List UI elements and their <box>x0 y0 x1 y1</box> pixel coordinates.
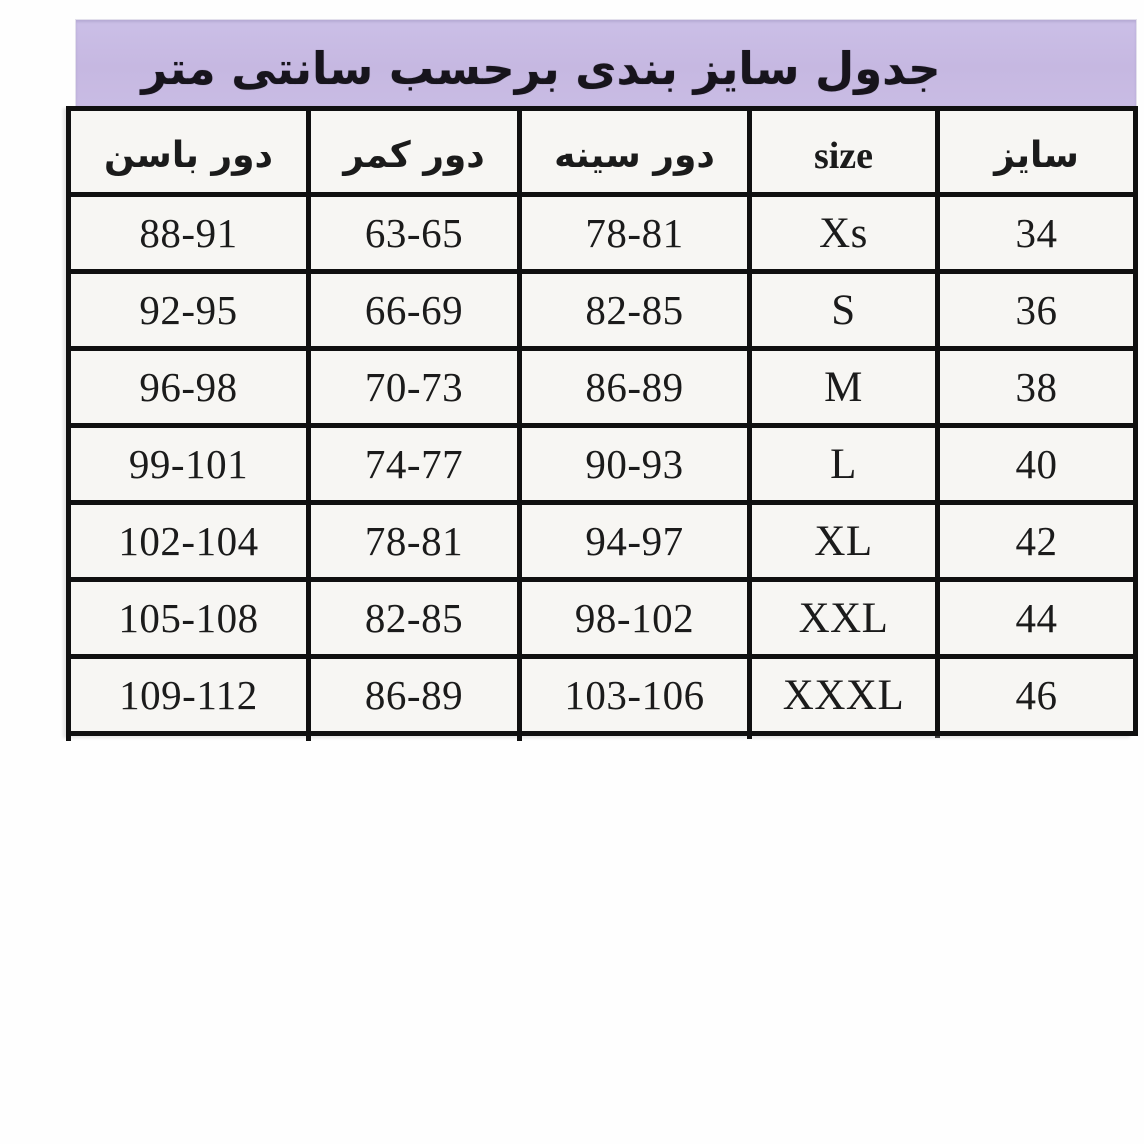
cropped-row-stub <box>66 731 71 741</box>
table-cell-waist: 74-77 <box>309 426 520 503</box>
table-cell-hip: 99-101 <box>69 426 309 503</box>
table-cell-size-fa: 46 <box>938 657 1136 734</box>
table-row <box>69 426 1136 503</box>
table-row <box>69 580 1136 657</box>
table-cell-chest: 82-85 <box>520 272 750 349</box>
table-cell-waist: 63-65 <box>309 195 520 272</box>
table-row <box>69 349 1136 426</box>
table-cell-hip: 102-104 <box>69 503 309 580</box>
table-cell-chest: 86-89 <box>520 349 750 426</box>
table-row <box>69 657 1136 734</box>
table-cell-size-en: XL <box>750 503 938 580</box>
column-header-size-en: size <box>750 109 938 195</box>
table-row <box>69 195 1136 272</box>
table-cell-hip: 109-112 <box>69 657 309 734</box>
table-cell-size-en: S <box>750 272 938 349</box>
table-cell-size-fa: 40 <box>938 426 1136 503</box>
table-cell-size-fa: 36 <box>938 272 1136 349</box>
table-cell-size-fa: 38 <box>938 349 1136 426</box>
table-row <box>69 272 1136 349</box>
table-title-bar <box>76 20 1136 106</box>
table-cell-size-en: L <box>750 426 938 503</box>
cropped-row-stub <box>935 731 940 738</box>
cropped-row-stub <box>306 731 311 741</box>
table-cell-size-en: Xs <box>750 195 938 272</box>
table-cell-chest: 94-97 <box>520 503 750 580</box>
table-cell-size-fa: 42 <box>938 503 1136 580</box>
table-cell-size-fa: 44 <box>938 580 1136 657</box>
table-cell-waist: 66-69 <box>309 272 520 349</box>
table-cell-chest: 98-102 <box>520 580 750 657</box>
table-cell-chest: 103-106 <box>520 657 750 734</box>
table-cell-hip: 105-108 <box>69 580 309 657</box>
table-cell-waist: 82-85 <box>309 580 520 657</box>
table-cell-size-en: M <box>750 349 938 426</box>
table-cell-waist: 86-89 <box>309 657 520 734</box>
table-cell-hip: 96-98 <box>69 349 309 426</box>
table-cell-hip: 88-91 <box>69 195 309 272</box>
column-header-chest: دور سینه <box>520 109 750 195</box>
table-cell-size-en: XXL <box>750 580 938 657</box>
column-header-size-fa: سایز <box>938 109 1136 195</box>
table-cell-chest: 90-93 <box>520 426 750 503</box>
column-header-waist: دور کمر <box>309 109 520 195</box>
table-cell-waist: 78-81 <box>309 503 520 580</box>
table-cell-hip: 92-95 <box>69 272 309 349</box>
header-row <box>69 109 1136 195</box>
table-row <box>69 503 1136 580</box>
table-cell-size-fa: 34 <box>938 195 1136 272</box>
column-header-hip: دور باسن <box>69 109 309 195</box>
table-title: جدول سایز بندی برحسب سانتی متر <box>141 41 941 95</box>
cropped-row-stub <box>517 731 522 741</box>
table-cell-waist: 70-73 <box>309 349 520 426</box>
size-table-container <box>66 106 1133 736</box>
table-cell-chest: 78-81 <box>520 195 750 272</box>
size-table <box>66 106 1138 736</box>
cropped-row-stub <box>747 731 752 739</box>
table-cell-size-en: XXXL <box>750 657 938 734</box>
